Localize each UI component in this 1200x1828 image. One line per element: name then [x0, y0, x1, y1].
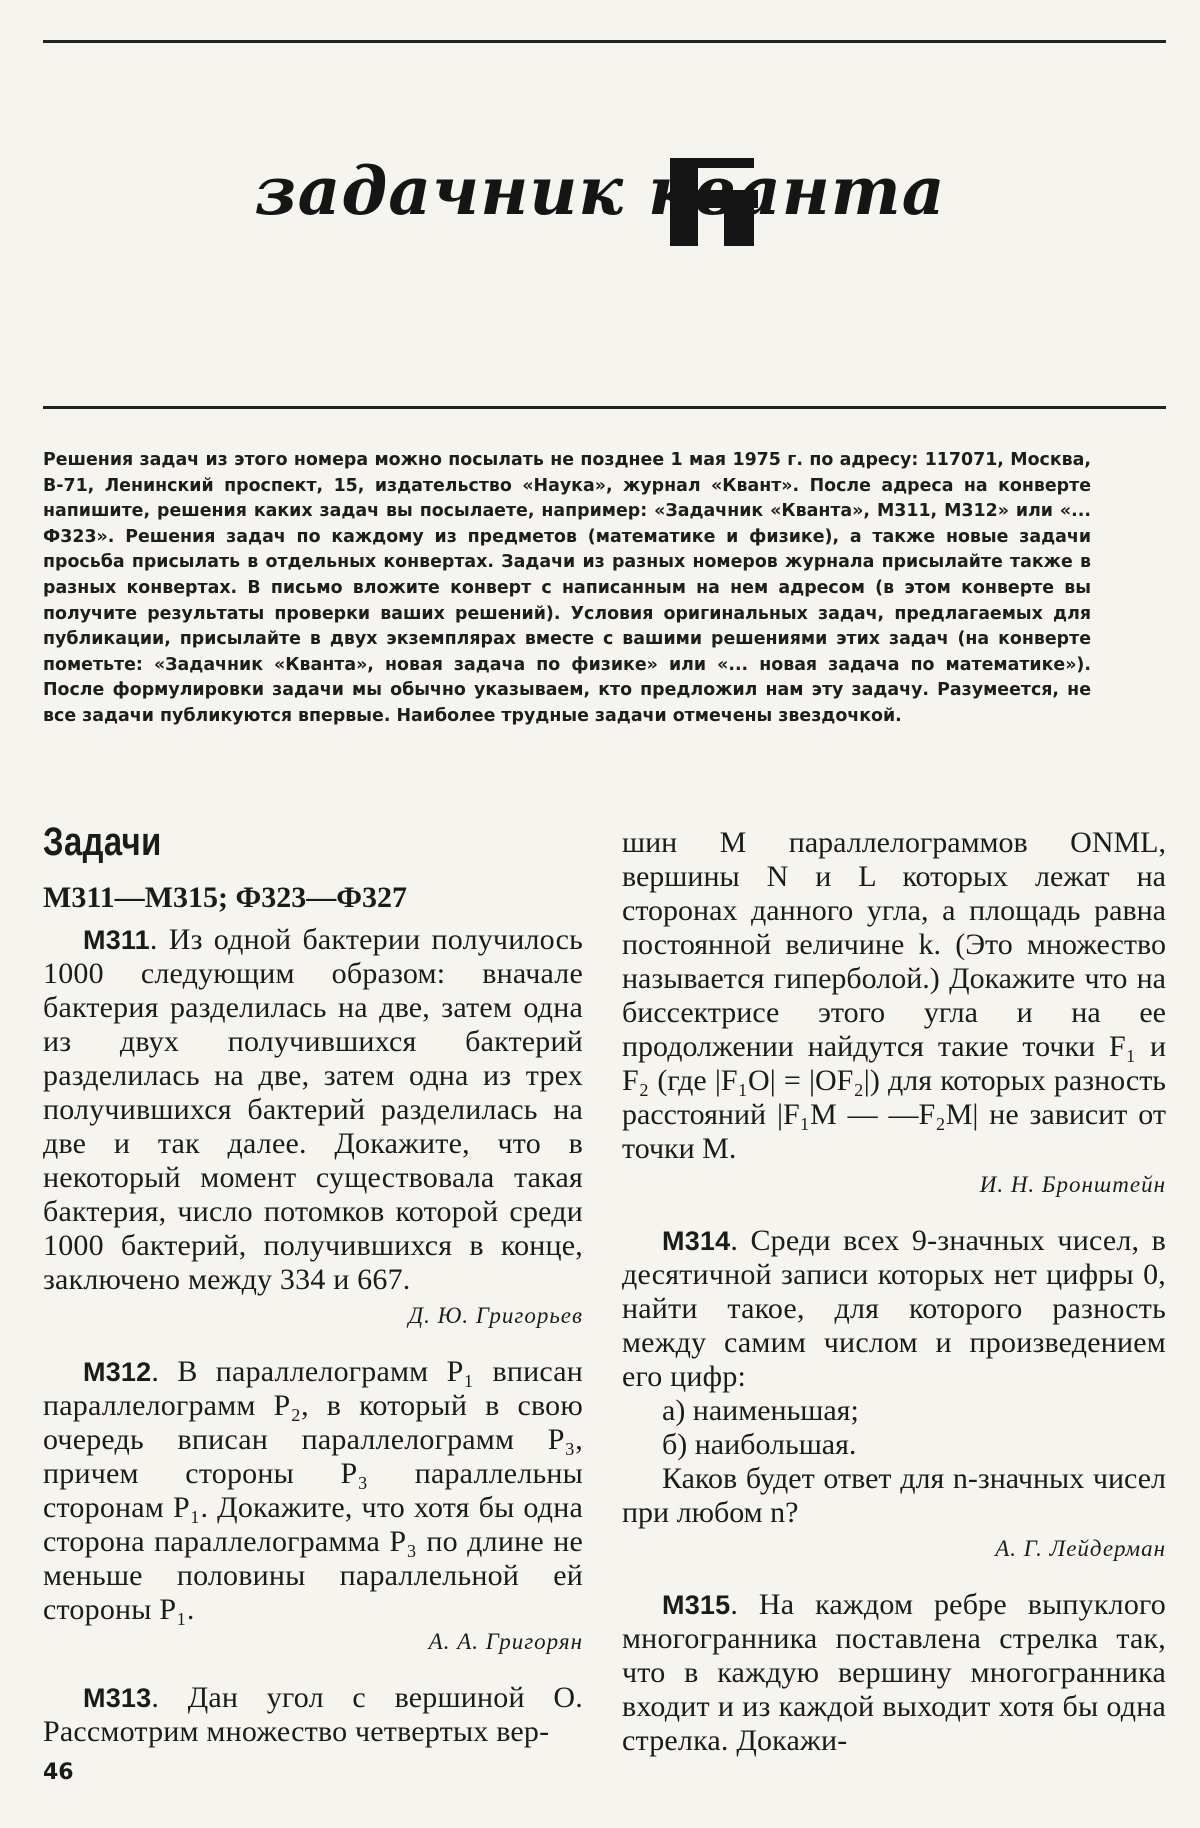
- submission-instructions: Решения задач из этого номера можно посылать не позднее 1 мая 1975 г. по адресу: 117071, Москва, В-71, Ленинский проспект, 15, издательство «Наука», журнал «Квант». После адреса на конверте напишите, решения каких задач вы посылаете, например: «Задачник «Кванта», М311, М312» или «... Ф323». Решения задач по каждому из предметов (математике и физике), а также новые задачи просьба присылать в отдельных конвертах. Задачи из разных номеров журнала присылайте также в разных конвертах. В письмо вложите конверт с написанным на нем адресом (в этом конверте вы получите результаты проверки ваших решений). Условия оригинальных задач, предлагаемых для публикации, присылайте в двух экземплярах вместе с вашими решениями этих задач (на конверте пометьте: «Задачник «Кванта», новая задача по физике» или «... новая задача по математике»). После формулировки задачи мы обычно указываем, кто предложил нам эту задачу. Разумеется, не все задачи публикуются впервые. Наиболее трудные задачи отмечены звездочкой.: [43, 450, 1091, 726]
- masthead-word-kvanta: кванта: [647, 152, 946, 230]
- problem-id: М313: [83, 1683, 152, 1713]
- problem-range-heading: М311—М315; Ф323—Ф327: [43, 881, 407, 914]
- problem-id: М314: [662, 1226, 731, 1256]
- masthead-word-kvanta-wrap: [648, 152, 946, 230]
- option-b: б) наибольшая.: [662, 1428, 857, 1461]
- problem-followup: Каков будет ответ для n-значных чисел при любом n?: [622, 1462, 1166, 1529]
- left-column: [43, 820, 583, 1749]
- problem-m315: [622, 1588, 1166, 1758]
- problem-m313-start: [43, 1681, 583, 1749]
- problem-text: . Дан угол с вершиной O. Рассмотрим множество четвертых вер-: [43, 1681, 583, 1748]
- problem-id: М315: [662, 1590, 731, 1620]
- problem-text: . Из одной бактерии получилось 1000 следующим образом: вначале бактерия разделилась на две, затем одна из двух получившихся бактерий разделилась на две, затем одна из трех получившихся бактерий разделилась на две и так далее. Докажите, что в некоторый момент существовала такая бактерия, число потомков которой среди 1000 бактерий, получившихся в конце, заключено между 334 и 667.: [43, 923, 583, 1296]
- problem-m314: [622, 1224, 1166, 1394]
- problem-m311: [43, 923, 583, 1297]
- problem-id: М312: [83, 1357, 152, 1387]
- option-a: а) наименьшая;: [662, 1394, 859, 1427]
- problem-text: . В параллелограмм P₁ вписан параллелограмм P₂, в который в свою очередь вписан параллелограмм P₃, причем стороны P₃ параллельны сторонам P₁. Докажите, что хотя бы одна сторона параллелограмма P₃ по длине не меньше половины параллельной ей стороны P₁.: [43, 1355, 583, 1626]
- masthead-bottom-rule: [43, 406, 1166, 409]
- problem-m313-continued: шин M параллелограммов ONML, вершины N и L которых лежат на сторонах данного угла, а площадь равна постоянной величине k. (Это множество называется гиперболой.) Докажите что на биссектрисе этого угла и на ее продолжении найдутся такие точки F₁ и F₂ (где |F₁O| = |OF₂|) для которых разность расстояний |F₁M — —F₂M| не зависит от точки M.: [622, 826, 1166, 1165]
- problem-text: . Среди всех 9-значных чисел, в десятичной записи которых нет цифры 0, найти такое, для которого разность между самим числом и произведением его цифр:: [622, 1224, 1166, 1393]
- top-rule: [43, 40, 1166, 43]
- problem-id: М311: [83, 925, 150, 955]
- problem-author: А. А. Григорян: [428, 1629, 583, 1654]
- page-number: 46: [43, 1760, 74, 1785]
- section-title: Задачи: [43, 820, 162, 864]
- problem-text: . На каждом ребре выпуклого многогранника поставлена стрелка так, что в каждую вершину многогранника входит и из каждой выходит хотя бы одна стрелка. Докажи-: [622, 1588, 1166, 1757]
- right-column: [622, 826, 1166, 1758]
- masthead-word-zadachnik: задачник: [254, 152, 624, 230]
- masthead: [0, 152, 1200, 230]
- problem-author: Д. Ю. Григорьев: [408, 1303, 583, 1328]
- problem-m312: [43, 1355, 583, 1627]
- problem-author: И. Н. Бронштейн: [979, 1172, 1166, 1197]
- problem-author: А. Г. Лейдерман: [995, 1536, 1166, 1561]
